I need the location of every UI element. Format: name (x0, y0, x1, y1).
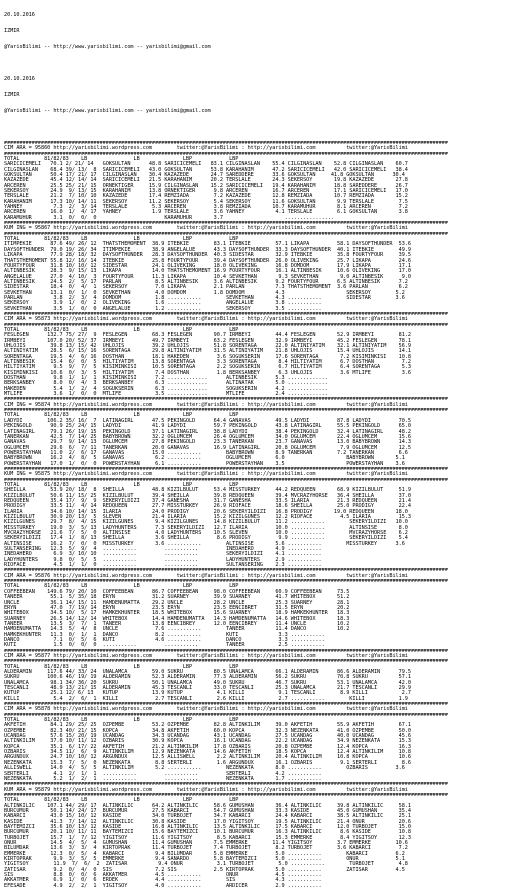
table-row: POWERSTAYHAN 17.0 1/ 0/ 0 POWERSTAYHAN 6.1 ........... POWERSTAYHAN 3.5 POWERSTAYHAN 3.6 (4, 460, 405, 467)
table-row: SIDESTAR 18.4 0/ 4/ 1 SEKERSOY 7.0 LIKAPA 2.1 PARLAN 7.3 THATSTHEMOMENT 3.6 PARLAN 6.2 (4, 284, 408, 291)
table-row: UNALAMCA 98.1 34/ 36/ 20 SUKRU 50.1 UNALAMCA 49.0 SUKRU 46.7 SUKRU 53.1 UNALAMCA 42.0 (4, 679, 411, 686)
table-row: KOPCA 35.1 6/ 17/ 22 AKFETIH 21.2 ALTINKILIM 17.8 OZBARIS 20.8 OZPEMBE 12.4 KOPCA 16.3 (4, 743, 411, 750)
separator-line: ################################################################################################################################################ (4, 568, 448, 574)
table-row: KABARCI 43.0 15/ 10/ 12 KASIDE 34.0 TURBOJET 34.7 KABARCI 24.4 KABARCI 38.5 ALTINKILIC 25.1 (4, 813, 411, 820)
table-row: SUKRU 100.6 46/ 19/ 19 ALDERAMIN 52.3 ALDERAMIN 77.3 ALDERAMIN 56.2 SUKRU 70.8 SUKRU 57.1 (4, 674, 411, 681)
table-row: PRODIGY 33.5 11/ 4/ 14 REDQUEEN 27.7 MISSTURKEY 26.9 RIOFACE 18.6 SHEILLA 25.0 PRODIGY 22.4 (4, 503, 411, 510)
table-row: SIS 8.8 0/ 0/ 6 AKKATMER 4.5 ........... ONUR 4.5 ........... (4, 872, 322, 879)
separator-line: ################################################################################################################################################ (4, 322, 448, 328)
table-row: ALTINSISE 16.2 7/ 0/ 0 MISSTURKEY 3.6 ........... ALTINSISE 5.6 ........... MISSTURKEY 3.6 (4, 540, 405, 547)
header-date-2: 20.10.2016 (4, 75, 35, 82)
table-row: KISIMINKISI 10.6 0/ 3/ 5 HILTIYATIM 7.4 DOSTHAN 1.8 BERKSANBEY 6.3 UHLOJIS 3.6 MTLIFE 3.6 (4, 369, 411, 376)
table-row: DOSTHAN 9.8 1/ 1/ 1 KISIMINKISI 7.2 ............. ALTINBESIK 5.3 ............. (4, 375, 328, 382)
table-row: KARAMUHUR 3.1 0/ 0/ 0 KARAMUHUR 3.7 ................ (4, 214, 334, 221)
table-row: DAYSOFTHUNDER 79.0 19/ 26/ 34 ITIMPEKIE 38.9 ANGELALUE 43.3 DAYSOFTHUNDER 33.3 DAYSOFTHUNDER 40.1 ITEBKIE 49.9 (4, 246, 411, 253)
separator-line: ################################################################################################################################################ (4, 151, 448, 157)
table-row: ZATISAR 9.2 0/ 4/ 0 SIS 7.2 SIS 2.5 KIRTOPRAK 5.0 ........... ZATISAR 4.5 (4, 866, 405, 873)
race-title: CIM ARA = 95873 http://yarisbilimi.wordpress.com twitter:@YarisBilimi : http://yarisbilimi.com twitter:@YarisBilimi (4, 316, 408, 323)
column-header: TOTAL 81/82/83 LB LB LBP LBP (4, 663, 239, 670)
table-row: NEZENKATA 15.3 7/ 5/ 0 NEZENKATA 8.8 SERTERLI 1.6 ARGUNDUX 16.1 OZBARIS 9.1 SERTERLI 8.6 (4, 759, 411, 766)
table-row: UCANDAG 57.6 15/ 20/ 19 UCANDAG 34.3 UCANDAG 43.1 UCANDAG 27.5 UCANDAG 40.0 UCANDAG 45.6 (4, 733, 411, 740)
table-row: ARGUNDUX 24.7 10/ 10/ 12 ARGUNDUX 12.5 ALLISWELL 2.2 ALTINKILIM 20.4 ALTINKILIM 10.8 KOPCA 10.6 (4, 754, 411, 761)
table-row: REDQUEEN 35.4 17/ 9/ 9 SEKERYILDIZI 37.4 GANESHA 31.7 GANESHA 33.5 ILARIA 21.3 REDQUEEN 21.4 (4, 497, 411, 504)
race-title: KUM ING = 95867 http://yarisbilimi.wordpress.com twitter:@YarisBilimi : http://yarisbilimi.com twitter:@YarisBilimi (4, 225, 408, 232)
table-row: LADYDI 106.2 35/ 16/ 7 LATINAGIRL 47.5 PEKINGOLD 64.4 GANAVAS 49.5 LADYDI 87.8 LADYDI 70.5 (4, 417, 411, 424)
separator-line: ################################################################################################################################################ (4, 659, 448, 665)
separator-line: ################################################################################################################################################ (4, 712, 448, 718)
race-block (4, 649, 524, 702)
table-row: KUTUP 25.1 12/ 6/ 13 KUTUP 13.9 KUTUP 4.1 KILLI 9.1 TESCANLI 8.9 KILLI 2.7 (4, 690, 411, 697)
separator-line: ################################################################################################################################################ (4, 477, 448, 483)
table-row: ALTINBESIK 15.4 6/ 0/ 5 HILTIYATIM 13.8 SORENTAGA 3.3 SORENTAGA 8.4 HILTIYATIM 6.7 DOSTHAN 7.2 (4, 359, 411, 366)
table-row: BABYBROWN 16.2 4/ 8/ 5 GANAVAS 6.2 ........... OGLUMCEM 6.0 BABYBROWN 5.1 (4, 455, 405, 462)
table-row: TANEER 55.1 5/ 35/ 18 ERYN 31.2 SUARNEY 39.9 SUARNEY 41.7 WHITEBOX 51.2 (4, 594, 350, 601)
table-row: OZBARIS 34.5 11/ 6/ 9 ALTINKILIM 12.9 NEZENKATA 14.6 AKFETIH 18.5 KOPCA 12.4 ALTINKILIM 10.8 (4, 749, 411, 756)
race-block (4, 312, 524, 398)
table-row: DANCO 7.1 0/ 5/ 6 KUTI 4.6 ........... DANCO 3.3 ........... (4, 636, 325, 643)
table-row: BERKSANBEY 8.0 0/ 4/ 3 BERKSANBEY 6.3 ............. ALTINATAK 5.0 ............. (4, 380, 328, 387)
race-title: CIM ARA = 95876 http://yarisbilimi.wordpress.com twitter:@YarisBilimi : http://yarisbilimi.com twitter:@YarisBilimi (4, 572, 408, 579)
table-row: IRMBEYI 107.0 20/ 52/ 37 IRMBEYI 49.7 IRMBEYI 63.2 FESLEGEN 32.9 IRMBEYI 45.2 FESLEGEN 78.1 (4, 337, 411, 344)
separator-line: ################################################################################################################################################ (4, 782, 448, 788)
table-row: TERSLALE 21.2 7/ 10/ 10 KAZAZEDE 17.4 REMZIADA 7.2 KAZAZEDE 12.8 REMZIADA 10.7 REMZIADA 15.2 (4, 193, 408, 200)
table-row: SARICICEMELI 70.1 2/ 21/ 14 GOKSULTAN 48.8 SARICICEMELI 83.1 CILGINASLAN 55.4 CILGINASLAN 52.8 CILGINASLAN 60.7 (4, 161, 408, 168)
separator-line: ################################################################################################################################################ (4, 792, 448, 798)
separator-line: ################################################################################################################################################ (4, 408, 448, 414)
table-row: POWERSTAYHAN 11.0 2/ 6/ 17 GANAVAS 15.0 ........... BABYBROWN 8.9 TANERKAN 7.2 TANERKAN 6.6 (4, 449, 408, 456)
table-row: SEVKETHAN 3.5 1/ 0/ 0 ANGELALUE 1.2 ........... SEKERSOY 3.5 ........... (4, 305, 322, 312)
table-row: KAZAZEDE 45.4 12/ 14/ 14 SARICICEMELI 21.5 KARAHANIM 20.2 TERSLALE 24.3 SEKERSOY 19.8 KAZAZEDE 27.8 (4, 177, 408, 184)
column-header: TOTAL 81/82/83 LB LB LBP LBP (4, 155, 239, 162)
race-block (4, 467, 524, 569)
race-title: CIM ARA = 95860 http://yarisbilimi.wordpress.com twitter:@YarisBilimi : http://yarisbilimi.com twitter:@YarisBilimi (4, 145, 408, 152)
table-row: FESLEGEN 132.7 75/ 27/ 9 FESLEGEN 68.3 FESLEGEN 90.7 IRMBEYI 44.4 FESLEGEN 52.9 IRMBEYI 81.2 (4, 332, 411, 339)
table-row: SEVKETHAN 13.1 0/ 1/ 0 SEVKETHAN 4.0 DOMDOM 1.8 DOMDOM 4.3 SEKERSOY 5.2 (4, 289, 405, 296)
table-row: KARAHANIM 17.3 10/ 14/ 11 SEKERSOY 11.2 SEKERSOY 5.4 SEKERSOY 11.6 GOKSULTAN 9.9 TERSLALE 7.5 (4, 198, 408, 205)
table-row: ONUR 14.5 4/ 5/ 4 GUMUSHAN 11.4 GUMUSHAN 7.5 EMMERKE 11.4 YIGITSOY 3.7 EMMERKE 10.6 (4, 839, 408, 846)
table-row: BAYTEMIZCI 35.6 10/ 13/ 12 KASIDE 16.8 ALTINKILIC 13.5 ALTINKILIC 17.5 KABARCI 12.0 TURBOJET 15.0 (4, 823, 411, 830)
table-row: KASIDE 41.3 7/ 14/ 12 ALTINKILIC 30.8 KASIDE 17.0 YIGITSOY 19.5 ALTINKILIC 21.4 ONUR 20.6 (4, 818, 411, 825)
header-date: 20.10.2016 (4, 11, 35, 18)
column-header: TOTAL 81/82/83 LB LB LBP LBP (4, 797, 239, 804)
column-header: TOTAL 81/82/83 LB LB LBP LBP (4, 236, 239, 243)
race-title: CIM ARA = 95877 http://yarisbilimi.wordpress.com twitter:@YarisBilimi : http://yarisbilimi.com twitter:@YarisBilimi (4, 652, 408, 659)
table-row: THATSTHEMOMENT 55.8 12/ 16/ 14 ITEBKIE 25.8 FOURTYFOUR 39.4 DAYSOFTHUNDER 26.0 OLIVEKING 25.7 LIKAPA 24.6 (4, 257, 411, 264)
table-row: HAMDENUMATTA 14.3 5/ 4/ 8 UNCLE 7.6 ........... TANEER 11.4 DANCO 10.2 (4, 626, 350, 633)
table-row: SUARNEY 26.5 14/ 12/ 14 WHITEBOX 14.4 HAMDENUMATTA 14.3 HAMDENUMATTA 14.6 WHITEBOX 18.3 (4, 615, 350, 622)
table-row: YIGITSOY 11.9 7/ 6/ 2 ZATISAR 9.4 ONUR 3.1 TURBOJET 5.0 ........... TURBOJET 4.8 (4, 861, 408, 868)
table-row: AKKATMER 6.9 1/ 0/ 6 ERDEK 4.4 ........... SIS 4.3 ........... (4, 877, 322, 884)
table-row: UNCLE 36.1 14/ 15/ 11 HAMDENUMATTA 29.2 UNCLE 28.2 UNCLE 25.3 SUARNEY 28.1 (4, 599, 350, 606)
table-row: CILGINASLAN 68.4 39/ 13/ 8 SARICICEMELI 43.0 GOKSULTAN 53.8 KARAHANIM 47.2 SARICICEMELI 42.0 SARICICEMELI 38.4 (4, 166, 408, 173)
table-row: SEKERSOY 24.9 9/ 13/ 15 KARAHANIM 13.8 ORNEKTIGER 9.8 ARCEREN 16.7 ARCEREN 17.1 SARICICEMELI 17.0 (4, 188, 408, 195)
race-block (4, 397, 524, 466)
table-row: AKFETIH 84.1 29/ 25/ 25 OZPEMBE 53.2 OZPEMBE 82.8 ALTINKILIM 39.0 AKFETIH 55.9 AKFETIH 67.1 (4, 722, 411, 729)
column-header: TOTAL 81/82/83 LB LB LBP LBP (4, 717, 239, 724)
column-header: TOTAL 81/82/83 LB LB LBP LBP (4, 481, 239, 488)
separator-line: ################################################################################################################################################ (4, 648, 448, 654)
table-row: PEKINGOLD 90.9 25/ 24/ 15 LADYDI 41.9 LADYDI 59.7 PEKINGOLD 43.8 LATINAGIRL 55.5 PEKINGOLD 65.0 (4, 423, 411, 430)
table-row: MTLIFE 3.6 1/ 0/ 0 MTLIFE 3.5 ............. MTLIFE 2.4 ............. (4, 391, 328, 398)
table-row: SEKERSOY 3.9 1/ 0/ 2 OLIVEKING 1.6 ........... ANGELALUE 3.8 ........... (4, 300, 322, 307)
table-row: UHLOJIS 39.8 13/ 15/ 42 UHLOJIS 39.2 UHLOJIS 51.8 SORENTAGA 22.0 ALTINIYATIM 32.1 ALTINIYATIM 56.9 (4, 343, 411, 349)
table-row: YAHNEY 7.3 2/ 3/ 14 TERSLALE 5.3 ARCEREN 3.8 REMZIADA 10.7 KARAMUHUR 8.1 ARCEREN 7.2 (4, 204, 408, 211)
race-block (4, 141, 524, 221)
table-row: SORENTAGA 19.5 4/ 6/ 16 DOSTHAN 18.1 HAKEDEN 3.6 SOGUKSERIN 17.6 SORENTAGA 7.2 KISIMINKISI 10.8 (4, 353, 411, 360)
race-block (4, 221, 524, 312)
table-row: ALLISWELL 14.0 4/ 5/ 5 ALTINKILIM 5.2 ........... NEZENKATA 8.0 ........... OZBARIS 3.6 (4, 765, 405, 772)
table-row: SULTANSERING 12.3 5/ 9/ 4 ........... ........... INEDAHERO 4.9 ........... (4, 546, 322, 553)
table-row: ERYN 47.0 7/ 19/ 14 ERYN 23.5 ERYN 23.5 EENCIBRET 31.5 ERYN 20.2 (4, 604, 350, 611)
header-place: IZMIR (4, 27, 20, 34)
table-row: LIKAPA 77.9 28/ 18/ 32 DAYSOFTHUNDER 28.3 DAYSOFTHUNDER 40.3 SIDESTAR 32.9 ITEBKIE 35.8 FOURTYFOUR 39.5 (4, 252, 411, 259)
table-row: ARCEREN 25.5 25/ 21/ 15 ORNEKTIGER 15.9 CILGINASLAN 15.2 SARICICEMELI 19.4 KARAHANIM 18.8 SAREDDERE 26.7 (4, 182, 408, 189)
table-row: TANERKAN 42.5 7/ 14/ 25 BABYBROWN 32.2 OGLUMCEM 26.4 OGLUMCEM 34.0 OGLUMCEM 22.4 OGLUMCEM 15.6 (4, 433, 411, 440)
table-row: TURBOJET 15.7 1/ 7/ 12 YIGITSOY 11.6 YIGITSOY 8.5 KABARCI 15.3 EMMERKE 8.4 YIGITSOY 12.3 (4, 834, 411, 841)
table-row: ALTINKILIM 37.0 10/ 11/ 12 OZBARIS 30.9 KOPCA 16.1 UCANDAG 22.2 UCANDAG 34.9 NEZENKATA 15.3 (4, 738, 411, 745)
separator-line: ################################################################################################################################################ (4, 466, 448, 472)
column-header: TOTAL 81/82/83 LB LB LBP LBP (4, 326, 239, 333)
table-row: ANGELALUE 27.0 4/ 10/ 3 FOURTYFOUR 11.3 LIKAPA 10.4 SEVKETHAN 9.3 SEVKETHAN 9.0 ALTINBESIK 9.0 (4, 273, 411, 280)
table-row: LADYHUNTERS 9.8 0/ 5/ 5 ........... ........... LADYHUNTERS 2.9 ........... (4, 556, 322, 563)
race-title: KUM ING = 95875 http://yarisbilimi.wordpress.com twitter:@YarisBilimi : http://yarisbilimi.com twitter:@YarisBilimi (4, 471, 408, 478)
table-row: KIZILGUNES 29.7 8/ 4/ 15 KIZILGUNES 9.4 KIZILGUNES 14.8 KIZILBULUT 11.2 ........... SEKERYILDIZI 10.0 (4, 519, 408, 526)
race-title: CIM ARA = 95878 http://yarisbilimi.wordpress.com twitter:@YarisBilimi : http://yarisbilimi.com twitter:@YarisBilimi (4, 706, 408, 713)
race-title: KUM ARA = 95879 http://yarisbilimi.wordpress.com twitter:@YarisBilimi : http://yarisbilimi.com twitter:@YarisBilimi (4, 786, 408, 793)
table-row: GOKSULTAN 50.4 17/ 21/ 17 CILGINASLAN 30.4 KAZAZEDE 24.7 SAREDDERE 33.6 GOKSULTAN 41.8 GOKSULTAN 30.4 (4, 172, 405, 178)
table-row: PARLAN 3.8 2/ 3/ 4 DOMDOM 1.8 ........... SEVKETHAN 4.3 ........... SIDESTAR 3.6 (4, 294, 405, 301)
table-row: HAKEDEN 5.4 1/ 2/ 4 SOGUKSERIN 6.3 ............. SOGUKSERIN 4.2 ............. (4, 385, 328, 392)
table-row: EFESADE 4.9 2/ 2/ 1 YIGITSOY 4.0 ........... ARDICER 2.9 ........... (4, 882, 322, 889)
table-row: HILTIYATIM 9.5 9/ 7/ 5 KISIMINKISI 10.5 SORENTAGA 2.2 SOGUKSERIN 6.7 HILTIYATIM 6.4 SORENTAGA 5.3 (4, 364, 411, 371)
table-row: KUTI 1.5 0/ 0/ 0 ........... ........... TANEER 2.5 ........... (4, 642, 325, 649)
results-document (4, 2, 524, 894)
table-row: SHEILLA 53.9 20/ 18/ 8 SHEILLA 48.8 KIZILBULUT 53.4 MISSTURKEY 44.2 REDQUEEN 68.9 KIZILBULUT 51.9 (4, 487, 411, 494)
table-row: ALTINBESIK 24.5 2/ 5/ 17 PARLAN 8.5 ALTINBESIK 3.6 ALTINBESIK 9.2 FOURTYFOUR 6.5 ALTINBESIK 7.2 (4, 278, 408, 285)
table-row: WHITEBOX 34.5 10/ 5/ 17 HAMKEKHUNTER 18.5 WHITEBOX 15.6 SUARNEY 18.9 HAMKEKHUNTER 18.3 (4, 610, 350, 617)
table-row: SEKERYILDIZI 17.4 1/ 8/ 13 SHEILLA 3.6 SHEILLA 8.6 PRODIGY 9.9 ........... SEKERYILDIZI 5.4 (4, 535, 408, 542)
separator-line: ################################################################################################################################################ (4, 579, 448, 585)
separator-line: ################################################################################################################################################ (4, 397, 448, 403)
race-block (4, 782, 524, 889)
table-row: ITIMPEKIE 87.6 49/ 26/ 12 THATSTHEMOMENT 38.9 ITEBKIE 83.1 ITEBKIE 57.1 LIKAPA 58.1 DAYSOFTHUNDER 53.6 (4, 241, 411, 248)
table-row: TANEER 13.5 3/ 7/ 1 TANEER 13.8 EENCIBREY 12.0 EENCIBREY 11.4 UNCLE 10.2 (4, 620, 350, 627)
table-row: ILARIA 34.6 10/ 14/ 15 ILARIA 24.0 PRODIGY 20.6 SEKERYILDIZI 16.8 PRODIGY 19.0 REDQUEEN 18.0 (4, 508, 408, 515)
race-title: CIM ING = 95874 http://yarisbilimi.wordpress.com twitter:@YarisBilimi : http://yarisbilimi.com twitter:@YarisBilimi (4, 401, 408, 408)
separator-line: ################################################################################################################################################ (4, 221, 448, 227)
table-row: BURCUMUR 20.1 10/ 11/ 11 BAYTEMIZCI 15.6 BAYTEMIZCI 10.1 BURCUMUR 16.3 ALTINKILIC 8.6 KASIDE 10.8 (4, 829, 411, 836)
table-row: KILLI 5.4 2/ 6/ 1 KILLI 2.7 TESCANLI 2.6 KILLI 2.7 ........... KILLI 1.9 (4, 695, 408, 702)
table-row: ALTINBESIK 28.3 9/ 15/ 13 LIKAPA 14.0 THATSTHEMOMENT 16.9 FOURTYFOUR 16.1 ALTINBESIK 10.6 OLIVEKING 17.0 (4, 268, 411, 275)
race-block (4, 702, 524, 782)
race-list (4, 141, 524, 889)
separator-line: ################################################################################################################################################ (4, 231, 448, 237)
table-row: GANAVAS 29.7 9/ 14/ 13 OGLUMCEM 27.8 PEKINGOLD 23.3 TANERKAN 23.7 GANAVAS 13.0 BABYBROWN 14.3 (4, 439, 411, 446)
table-row: COFFEEBEAN 149.6 79/ 20/ 10 COFFEEBEAN 86.7 COFFEEBEAN 98.0 COFFEEBEAN 60.9 COFFEEBEAN 73.5 (4, 588, 350, 595)
table-row: TESCANLI 48.9 13/ 21/ 15 ALDERAMIN 45.3 TESCANLI 33.0 TESCANLI 25.3 UNALAMCA 21.7 TESCANLI 29.9 (4, 685, 411, 691)
table-row: HAMKEKHUNTER 11.3 0/ 1/ 1 DANCO 8.2 ........... KUTI 3.3 ........... (4, 631, 325, 638)
table-row: KIRTOPRAK 9.9 3/ 5/ 5 EMMERKE 9.4 SANARDO 5.8 BAYTEMIZCI 5.0 ........... ONUR 5.1 (4, 856, 405, 862)
header-signature: @YarisBilimi -- http://www.yarisbilimi.com -- yarisbilimi@gmail.com (4, 43, 211, 50)
table-row: BURCUMUR 50.1 14/ 24/ 17 BURCUMUR 27.5 KABARCI 54.7 GUMUSHAN 33.3 KASIDE 45.0 GUMUSHAN 35.4 (4, 807, 411, 814)
column-header: TOTAL 81/82/83 LB LB LBP LBP (4, 583, 239, 590)
table-row: MVCRAZYHORSE 21.6 7/ 5/ 0 ALTINSISE 4.0 LADYHUNTERS 10.5 SLEVEN 10.0 ........... MVCRAZYHORSE 6.2 (4, 530, 408, 537)
table-row: INEDAHERO 6.9 3/ 10/ 10 ........... ........... SEKERYILDIZI 4.1 ........... (4, 551, 322, 558)
table-row: RIOFACE 4.5 1/ 1/ 0 ........... ........... SULTANSERING 2.3 ........... (4, 562, 322, 569)
table-row: KIZILBULUT 30.9 20/ 13/ 5 SLEVEN 21.4 ILARIA 15.2 KIZILGUNES 12.2 RIOFACE 4.5 ILARIA 15.3 (4, 514, 411, 520)
table-row: ARCEREN 16.0 1/ 4/ 17 YAHNEY 1.9 TERSLALE 3.6 YAHNEY 4.1 TERSLALE 6.1 GOKSULTAN 3.8 (4, 209, 408, 216)
header-signature-2: @YarisBilimi -- http://www.yarisbilimi.com -- yarisbilimi@gmail.com (4, 107, 211, 114)
table-row: BILUMDAR 13.6 3/ 3/ 4 KIRTOPRAK 11.4 TURBOJET 7.4 TURBOJET 8.2 TURBOJET 3.6 KABARCI 7.2 (4, 845, 408, 852)
column-header: TOTAL 81/82/83 LB LB LBP LBP (4, 412, 239, 419)
table-row: SERTERLI 4.1 2/ 1/ 1 ........... ........... SERTERLI 4.2 ........... (4, 770, 322, 777)
table-row: ALTINKILIC 107.1 44/ 29/ 17 ALTINKILIC 64.2 ALTINKILIC 58.6 GUMUSHAN 36.4 ALTINKILIC 39.8 ALTINKILIC 58.1 (4, 802, 411, 809)
table-row: NEZENKATA 5.2 1/ 2/ 1 ........... ........... NEZENKATA 1.7 ........... (4, 775, 322, 782)
separator-line: ################################################################################################################################################ (4, 702, 448, 708)
table-row: OZPEMBE 82.3 40/ 21/ 15 KOPCA 34.8 AKFETIH 60.0 KOPCA 32.3 NEZENKATA 41.0 OZPEMBE 50.0 (4, 727, 411, 734)
table-row: EMMERKE 12.3 0/ 5/ 4 KABARCI 9.4 BILUMDAR 5.8 EMMERKE 5.0 ........... KABARCI 6.2 (4, 850, 405, 857)
table-row: KIZILBULUT 50.6 11/ 15/ 25 KIZILBULUT 39.4 SHEILLA 39.8 REDQUEEN 39.4 MVCRAZYHORSE 36.4 SHEILLA 37.0 (4, 492, 411, 499)
table-row: FOURTYFOUR 31.8 10/ 10/ 12 SIDESTAR 24.1 OLIVEKING 18.0 OLIVEKING 16.8 DOMDOM 17.9 LIKAPA 17.1 (4, 262, 411, 269)
race-block (4, 568, 524, 648)
table-row: LATINAGIRL 79.1 26/ 19/ 15 PEKINGOLD 37.1 LATINAGIRL 38.8 LADYDI 38.4 PEKINGOLD 32.4 LATINAGIRL 48.2 (4, 428, 411, 435)
table-row: MISSTURKEY 19.0 3/ 5/ 13 LADYHUNTERS 7.3 SEKERYILDIZI 12.7 ILARIA 10.0 ........... ALTINSISE 8.0 (4, 524, 408, 531)
table-row: OGLUMCEM 29.6 6/ 7/ 11 TANERKAN 20.0 GANAVAS 16.9 LATINAGIRL 20.8 OGLUMCEM 7.9 OGLUMCEM 12.5 (4, 444, 411, 451)
header-place-2: IZMIR (4, 91, 20, 98)
separator-line: ################################################################################################################################################ (4, 140, 448, 146)
table-row: ALTINIYATIM 28.5 6/ 15/ 16 SORENTAGA 29.8 ALTINIYATIM 31.5 ALTINIYATIM 21.8 UHLOJIS 15.4 UHLOJIS 14.1 (4, 348, 411, 355)
separator-line: ################################################################################################################################################ (4, 311, 448, 317)
table-row: ALDERAMIN 117.6 44/ 33/ 24 UNALAMCA 59.0 SUKRU 80.5 UNALAMCA 66.1 ALDERAMIN 86.6 ALDERAMIN 79.5 (4, 668, 411, 675)
